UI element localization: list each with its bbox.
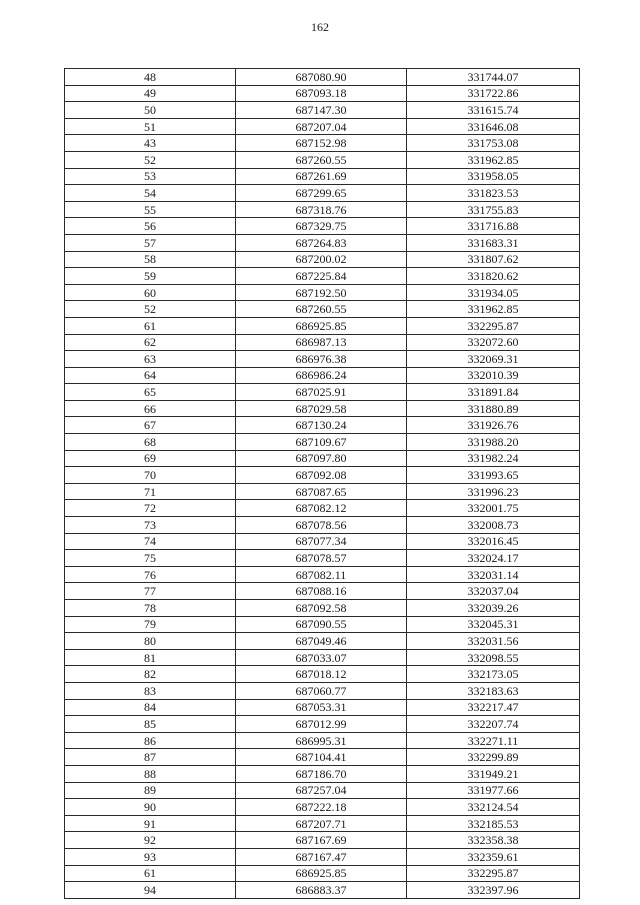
table-row: [65, 185, 580, 202]
y-coordinate-cell: 332207.74: [407, 716, 580, 733]
y-coordinate-cell: 331988.20: [407, 434, 580, 451]
y-coordinate-cell: 331977.66: [407, 782, 580, 799]
point-number-cell: 76: [65, 566, 236, 583]
coordinates-table-body: [65, 69, 580, 899]
table-row: [65, 483, 580, 500]
x-coordinate-cell: 687200.02: [236, 251, 407, 268]
y-coordinate-cell: 332039.26: [407, 600, 580, 617]
x-coordinate-cell: 686883.37: [236, 882, 407, 899]
x-coordinate-cell: 687147.30: [236, 102, 407, 119]
table-row: [65, 284, 580, 301]
y-coordinate-cell: 331744.07: [407, 69, 580, 86]
x-coordinate-cell: 686976.38: [236, 351, 407, 368]
x-coordinate-cell: 687207.04: [236, 118, 407, 135]
x-coordinate-cell: 686995.31: [236, 732, 407, 749]
x-coordinate-cell: 687060.77: [236, 682, 407, 699]
point-number-cell: 68: [65, 434, 236, 451]
table-row: [65, 85, 580, 102]
page-number: 162: [311, 20, 329, 34]
table-row: [65, 367, 580, 384]
point-number-cell: 86: [65, 732, 236, 749]
y-coordinate-cell: 332008.73: [407, 517, 580, 534]
x-coordinate-cell: 687029.58: [236, 400, 407, 417]
point-number-cell: 62: [65, 334, 236, 351]
x-coordinate-cell: 687097.80: [236, 450, 407, 467]
table-row: [65, 566, 580, 583]
table-row: [65, 616, 580, 633]
table-row: [65, 699, 580, 716]
table-row: [65, 218, 580, 235]
table-row: [65, 251, 580, 268]
table-row: [65, 832, 580, 849]
y-coordinate-cell: 331891.84: [407, 384, 580, 401]
point-number-cell: 67: [65, 417, 236, 434]
table-row: [65, 434, 580, 451]
point-number-cell: 80: [65, 633, 236, 650]
y-coordinate-cell: 331753.08: [407, 135, 580, 152]
x-coordinate-cell: 687018.12: [236, 666, 407, 683]
table-row: [65, 782, 580, 799]
x-coordinate-cell: 687053.31: [236, 699, 407, 716]
point-number-cell: 59: [65, 268, 236, 285]
point-number-cell: 54: [65, 185, 236, 202]
table-row: [65, 400, 580, 417]
y-coordinate-cell: 331615.74: [407, 102, 580, 119]
table-row: [65, 384, 580, 401]
table-row: [65, 716, 580, 733]
point-number-cell: 72: [65, 500, 236, 517]
point-number-cell: 71: [65, 483, 236, 500]
point-number-cell: 48: [65, 69, 236, 86]
point-number-cell: 52: [65, 151, 236, 168]
y-coordinate-cell: 331958.05: [407, 168, 580, 185]
y-coordinate-cell: 332098.55: [407, 649, 580, 666]
point-number-cell: 89: [65, 782, 236, 799]
coordinates-table: [64, 68, 580, 899]
y-coordinate-cell: 331996.23: [407, 483, 580, 500]
x-coordinate-cell: 687264.83: [236, 234, 407, 251]
table-row: [65, 334, 580, 351]
x-coordinate-cell: 686986.24: [236, 367, 407, 384]
point-number-cell: 51: [65, 118, 236, 135]
x-coordinate-cell: 687078.56: [236, 517, 407, 534]
table-row: [65, 467, 580, 484]
x-coordinate-cell: 687104.41: [236, 749, 407, 766]
point-number-cell: 94: [65, 882, 236, 899]
table-row: [65, 517, 580, 534]
x-coordinate-cell: 687329.75: [236, 218, 407, 235]
y-coordinate-cell: 332001.75: [407, 500, 580, 517]
point-number-cell: 65: [65, 384, 236, 401]
y-coordinate-cell: 332016.45: [407, 533, 580, 550]
x-coordinate-cell: 687261.69: [236, 168, 407, 185]
x-coordinate-cell: 687222.18: [236, 799, 407, 816]
point-number-cell: 53: [65, 168, 236, 185]
y-coordinate-cell: 332183.63: [407, 682, 580, 699]
point-number-cell: 58: [65, 251, 236, 268]
x-coordinate-cell: 687260.55: [236, 151, 407, 168]
y-coordinate-cell: 332271.11: [407, 732, 580, 749]
point-number-cell: 66: [65, 400, 236, 417]
x-coordinate-cell: 687260.55: [236, 301, 407, 318]
x-coordinate-cell: 687049.46: [236, 633, 407, 650]
table-row: [65, 102, 580, 119]
x-coordinate-cell: 687192.50: [236, 284, 407, 301]
x-coordinate-cell: 687299.65: [236, 185, 407, 202]
point-number-cell: 90: [65, 799, 236, 816]
x-coordinate-cell: 686925.85: [236, 317, 407, 334]
x-coordinate-cell: 687167.69: [236, 832, 407, 849]
x-coordinate-cell: 687080.90: [236, 69, 407, 86]
table-row: [65, 882, 580, 899]
point-number-cell: 74: [65, 533, 236, 550]
x-coordinate-cell: 686925.85: [236, 865, 407, 882]
table-row: [65, 633, 580, 650]
y-coordinate-cell: 332031.56: [407, 633, 580, 650]
point-number-cell: 88: [65, 765, 236, 782]
point-number-cell: 79: [65, 616, 236, 633]
point-number-cell: 82: [65, 666, 236, 683]
table-row: [65, 765, 580, 782]
y-coordinate-cell: 331755.83: [407, 201, 580, 218]
point-number-cell: 60: [65, 284, 236, 301]
y-coordinate-cell: 331722.86: [407, 85, 580, 102]
y-coordinate-cell: 331993.65: [407, 467, 580, 484]
table-row: [65, 135, 580, 152]
point-number-cell: 63: [65, 351, 236, 368]
table-row: [65, 301, 580, 318]
x-coordinate-cell: 687012.99: [236, 716, 407, 733]
point-number-cell: 73: [65, 517, 236, 534]
x-coordinate-cell: 687033.07: [236, 649, 407, 666]
y-coordinate-cell: 331962.85: [407, 151, 580, 168]
point-number-cell: 77: [65, 583, 236, 600]
y-coordinate-cell: 331646.08: [407, 118, 580, 135]
y-coordinate-cell: 331807.62: [407, 251, 580, 268]
table-row: [65, 550, 580, 567]
x-coordinate-cell: 687092.08: [236, 467, 407, 484]
point-number-cell: 84: [65, 699, 236, 716]
x-coordinate-cell: 687025.91: [236, 384, 407, 401]
x-coordinate-cell: 687087.65: [236, 483, 407, 500]
y-coordinate-cell: 331823.53: [407, 185, 580, 202]
x-coordinate-cell: 687318.76: [236, 201, 407, 218]
y-coordinate-cell: 332299.89: [407, 749, 580, 766]
point-number-cell: 69: [65, 450, 236, 467]
x-coordinate-cell: 687207.71: [236, 815, 407, 832]
table-row: [65, 732, 580, 749]
y-coordinate-cell: 332185.53: [407, 815, 580, 832]
y-coordinate-cell: 332010.39: [407, 367, 580, 384]
point-number-cell: 57: [65, 234, 236, 251]
y-coordinate-cell: 331716.88: [407, 218, 580, 235]
y-coordinate-cell: 331926.76: [407, 417, 580, 434]
x-coordinate-cell: 687082.12: [236, 500, 407, 517]
point-number-cell: 75: [65, 550, 236, 567]
table-row: [65, 268, 580, 285]
table-row: [65, 118, 580, 135]
point-number-cell: 81: [65, 649, 236, 666]
point-number-cell: 61: [65, 317, 236, 334]
table-row: [65, 815, 580, 832]
table-row: [65, 234, 580, 251]
point-number-cell: 78: [65, 600, 236, 617]
y-coordinate-cell: 332124.54: [407, 799, 580, 816]
point-number-cell: 91: [65, 815, 236, 832]
table-row: [65, 317, 580, 334]
y-coordinate-cell: 332024.17: [407, 550, 580, 567]
y-coordinate-cell: 331949.21: [407, 765, 580, 782]
point-number-cell: 56: [65, 218, 236, 235]
y-coordinate-cell: 332037.04: [407, 583, 580, 600]
y-coordinate-cell: 331683.31: [407, 234, 580, 251]
y-coordinate-cell: 332397.96: [407, 882, 580, 899]
x-coordinate-cell: 687090.55: [236, 616, 407, 633]
x-coordinate-cell: 687257.04: [236, 782, 407, 799]
point-number-cell: 70: [65, 467, 236, 484]
y-coordinate-cell: 332359.61: [407, 848, 580, 865]
table-row: [65, 682, 580, 699]
y-coordinate-cell: 332072.60: [407, 334, 580, 351]
y-coordinate-cell: 332358.38: [407, 832, 580, 849]
x-coordinate-cell: 687109.67: [236, 434, 407, 451]
x-coordinate-cell: 687225.84: [236, 268, 407, 285]
x-coordinate-cell: 687186.70: [236, 765, 407, 782]
y-coordinate-cell: 332069.31: [407, 351, 580, 368]
table-row: [65, 201, 580, 218]
point-number-cell: 50: [65, 102, 236, 119]
x-coordinate-cell: 687167.47: [236, 848, 407, 865]
y-coordinate-cell: 332173.05: [407, 666, 580, 683]
x-coordinate-cell: 687088.16: [236, 583, 407, 600]
table-row: [65, 600, 580, 617]
table-row: [65, 848, 580, 865]
x-coordinate-cell: 686987.13: [236, 334, 407, 351]
table-row: [65, 666, 580, 683]
y-coordinate-cell: 332295.87: [407, 865, 580, 882]
table-row: [65, 69, 580, 86]
table-row: [65, 450, 580, 467]
y-coordinate-cell: 331880.89: [407, 400, 580, 417]
table-row: [65, 649, 580, 666]
x-coordinate-cell: 687130.24: [236, 417, 407, 434]
y-coordinate-cell: 331982.24: [407, 450, 580, 467]
table-row: [65, 799, 580, 816]
point-number-cell: 85: [65, 716, 236, 733]
table-row: [65, 151, 580, 168]
table-row: [65, 583, 580, 600]
y-coordinate-cell: 331934.05: [407, 284, 580, 301]
y-coordinate-cell: 332295.87: [407, 317, 580, 334]
table-row: [65, 500, 580, 517]
point-number-cell: 52: [65, 301, 236, 318]
x-coordinate-cell: 687077.34: [236, 533, 407, 550]
point-number-cell: 61: [65, 865, 236, 882]
x-coordinate-cell: 687093.18: [236, 85, 407, 102]
point-number-cell: 64: [65, 367, 236, 384]
table-row: [65, 533, 580, 550]
point-number-cell: 83: [65, 682, 236, 699]
point-number-cell: 55: [65, 201, 236, 218]
table-row: [65, 168, 580, 185]
x-coordinate-cell: 687082.11: [236, 566, 407, 583]
y-coordinate-cell: 332217.47: [407, 699, 580, 716]
point-number-cell: 49: [65, 85, 236, 102]
point-number-cell: 87: [65, 749, 236, 766]
table-row: [65, 865, 580, 882]
y-coordinate-cell: 331962.85: [407, 301, 580, 318]
y-coordinate-cell: 331820.62: [407, 268, 580, 285]
x-coordinate-cell: 687092.58: [236, 600, 407, 617]
y-coordinate-cell: 332031.14: [407, 566, 580, 583]
table-row: [65, 749, 580, 766]
table-row: [65, 351, 580, 368]
point-number-cell: 92: [65, 832, 236, 849]
table-row: [65, 417, 580, 434]
point-number-cell: 93: [65, 848, 236, 865]
y-coordinate-cell: 332045.31: [407, 616, 580, 633]
point-number-cell: 43: [65, 135, 236, 152]
x-coordinate-cell: 687078.57: [236, 550, 407, 567]
x-coordinate-cell: 687152.98: [236, 135, 407, 152]
